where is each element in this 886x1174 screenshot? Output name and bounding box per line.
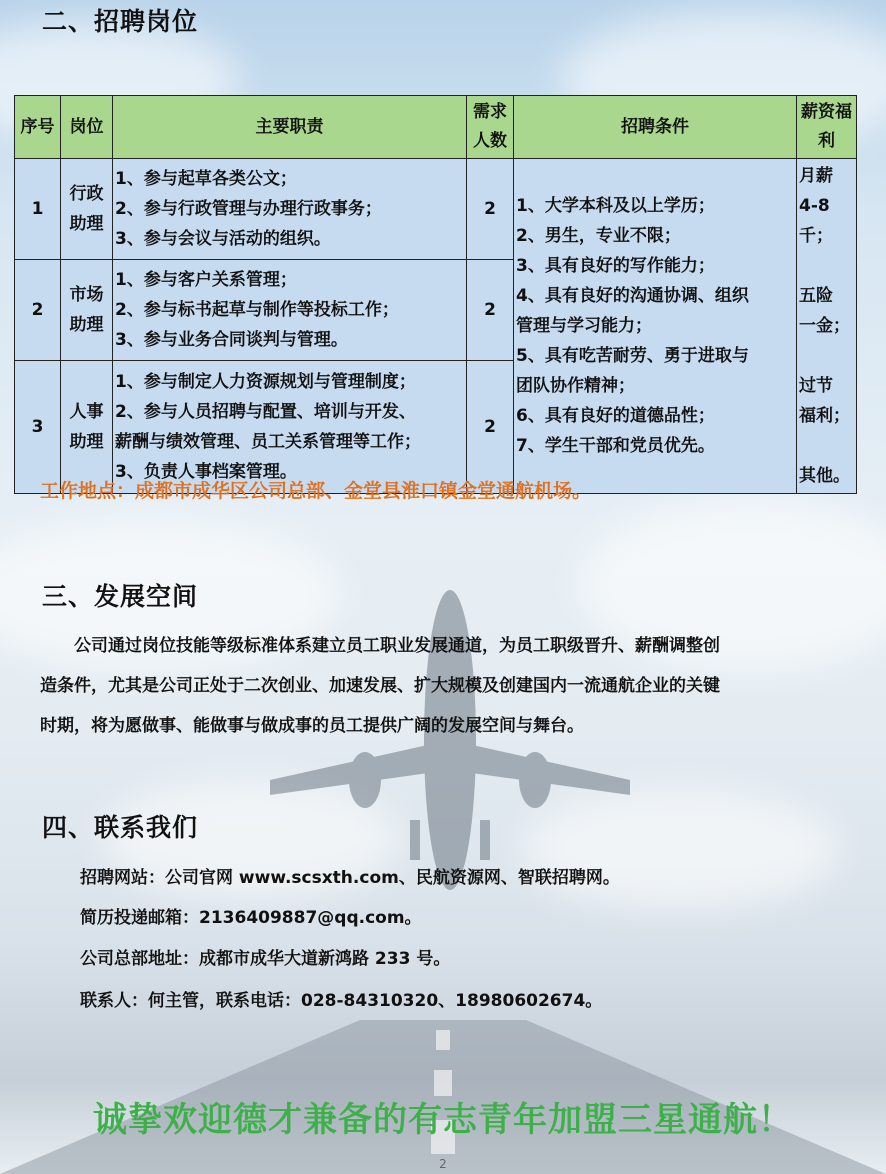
requirement-line: 3、具有良好的写作能力； [516, 256, 715, 276]
salary-line [799, 341, 854, 371]
requirement-line: 管理与学习能力； [516, 316, 652, 336]
salary-line [799, 431, 854, 461]
paragraph-line: 时期，将为愿做事、能做事与做成事的员工提供广阔的发展空间与舞台。 [40, 716, 584, 736]
salary-line: 其他。 [799, 466, 850, 486]
requirement-line: 6、具有良好的道德品性； [516, 406, 715, 426]
hq-address: 公司总部地址：成都市成华大道新鸿路 233 号。 [80, 949, 451, 969]
row-count: 2 [467, 159, 514, 260]
duty-line: 1、参与制定人力资源规划与管理制度； [115, 372, 416, 393]
section-heading-development: 三、发展空间 [42, 582, 199, 611]
salary-line: 过节 [799, 376, 833, 396]
row-no: 2 [15, 260, 61, 361]
paragraph-line: 造条件，尤其是公司正处于二次创业、加速发展、扩大规模及创建国内一流通航企业的关键 [40, 676, 720, 696]
salary-line: 福利； [799, 406, 850, 426]
salary-line: 4-8 [799, 196, 830, 216]
resume-email: 简历投递邮箱：2136409887@qq.com。 [80, 908, 422, 928]
welcome-slogan: 诚挚欢迎德才兼备的有志青年加盟三星通航！ [93, 1100, 793, 1140]
duty-line: 3、参与会议与活动的组织。 [115, 229, 331, 250]
development-paragraph [40, 626, 846, 746]
header-count: 需求人数 [467, 96, 514, 159]
row-post: 人事助理 [61, 361, 113, 494]
table-header-row [15, 96, 857, 159]
row-post: 市场助理 [61, 260, 113, 361]
requirement-line: 2、男生，专业不限； [516, 226, 681, 246]
section-heading-contact: 四、联系我们 [42, 813, 199, 842]
duty-line: 3、负责人事档案管理。 [115, 462, 297, 483]
row-duties [113, 159, 467, 260]
recruit-website: 招聘网站：公司官网 www.scsxth.com、民航资源网、智联招聘网。 [80, 868, 620, 888]
header-salary: 薪资福利 [797, 96, 857, 159]
duty-line: 1、参与起草各类公文； [115, 169, 297, 190]
salary-line: 月薪 [799, 166, 833, 186]
duty-line: 3、参与业务合同谈判与管理。 [115, 330, 348, 351]
header-requirements: 招聘条件 [514, 96, 797, 159]
paragraph-line: 公司通过岗位技能等级标准体系建立员工职业发展通道，为员工职级晋升、薪酬调整创 [40, 636, 720, 656]
requirement-line: 5、具有吃苦耐劳、勇于进取与 [516, 346, 749, 366]
row-count: 2 [467, 260, 514, 361]
row-duties [113, 361, 467, 494]
requirement-line: 1、大学本科及以上学历； [516, 196, 715, 216]
duty-line: 1、参与客户关系管理； [115, 270, 297, 291]
row-post: 行政助理 [61, 159, 113, 260]
work-location: 工作地点：成都市成华区公司总部、金堂县淮口镇金堂通航机场。 [40, 480, 592, 502]
section-heading-recruitment: 二、招聘岗位 [42, 7, 199, 36]
requirements-cell [514, 159, 797, 494]
contact-person: 联系人：何主管，联系电话：028-84310320、18980602674。 [80, 991, 603, 1011]
requirement-line: 团队协作精神； [516, 376, 635, 396]
salary-line: 五险 [799, 286, 833, 306]
requirement-line: 7、学生干部和党员优先。 [516, 436, 715, 456]
table-row [15, 159, 857, 260]
requirement-line: 4、具有良好的沟通协调、组织 [516, 286, 749, 306]
row-duties [113, 260, 467, 361]
job-positions-table [14, 95, 857, 494]
row-count: 2 [467, 361, 514, 494]
header-duties: 主要职责 [113, 96, 467, 159]
duty-line: 2、参与人员招聘与配置、培训与开发、 [115, 402, 416, 423]
page-number: 2 [439, 1157, 447, 1171]
header-post: 岗位 [61, 96, 113, 159]
row-no: 3 [15, 361, 61, 494]
salary-line [799, 251, 854, 281]
duty-line: 2、参与标书起草与制作等投标工作； [115, 300, 399, 321]
duty-line: 2、参与行政管理与办理行政事务； [115, 199, 382, 220]
header-no: 序号 [15, 96, 61, 159]
salary-cell [797, 159, 857, 494]
row-no: 1 [15, 159, 61, 260]
salary-line: 一金； [799, 316, 850, 336]
salary-line: 千； [799, 226, 833, 246]
duty-line: 薪酬与绩效管理、员工关系管理等工作； [115, 432, 421, 453]
